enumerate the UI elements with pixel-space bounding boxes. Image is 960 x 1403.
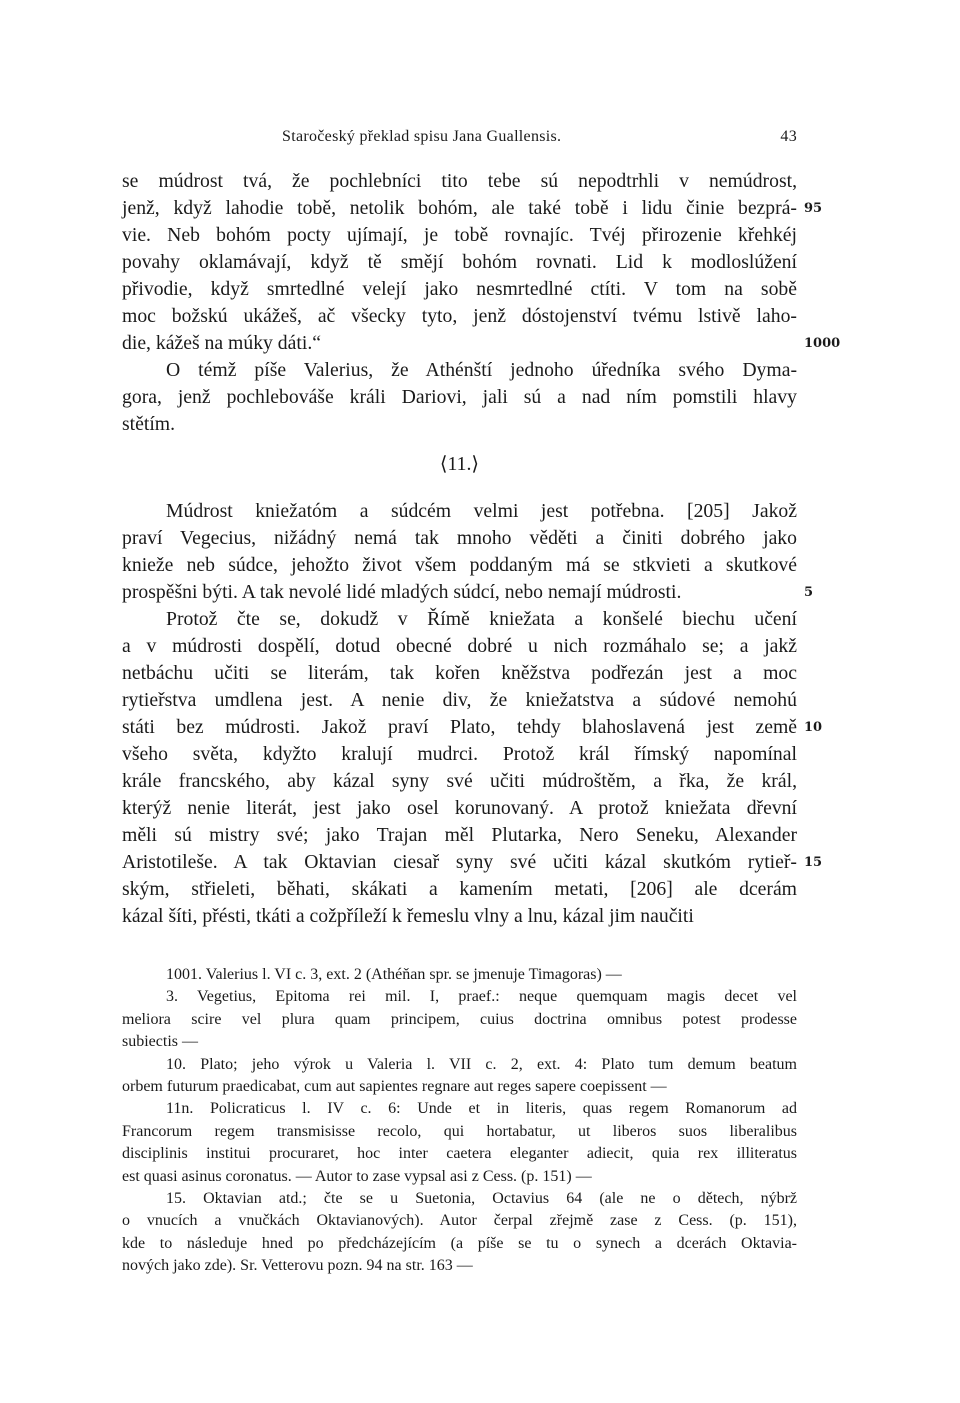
line-text: rytieřstva umdlena jest. A nenie div, že kniežatstva a súdové nemohú bbox=[122, 689, 797, 711]
text-line bbox=[122, 741, 797, 768]
text-line bbox=[122, 606, 797, 633]
section-heading: ⟨11.⟩ bbox=[439, 453, 480, 475]
line-text: všeho světa, kdyžto kralují mudrci. Protož král římský napomínal bbox=[122, 743, 797, 765]
line-text: O témž píše Valerius, že Athénští jednoho úředníka svého Dyma- bbox=[166, 359, 797, 381]
footnote-line bbox=[122, 1098, 797, 1120]
footnote-text: subiectis — bbox=[122, 1033, 198, 1051]
text-line bbox=[122, 411, 797, 438]
text-line bbox=[122, 276, 797, 303]
line-text: Protož čte se, dokudž v Římě kniežata a konšelé biechu učení bbox=[166, 608, 797, 630]
text-line bbox=[122, 714, 823, 741]
footnote-line bbox=[122, 1255, 797, 1277]
footnote-text: nových jako zde). Sr. Vetterovu pozn. 94 na str. 163 — bbox=[122, 1257, 473, 1275]
text-line bbox=[122, 768, 797, 795]
footnote-text: est quasi asinus coronatus. — Autor to zase vypsal asi z Cess. (p. 151) — bbox=[122, 1167, 592, 1185]
footnote-line bbox=[122, 986, 797, 1008]
line-text: státi bez múdrosti. Jakož praví Plato, tehdy blahoslavená jest země bbox=[122, 716, 797, 738]
footnote-text: 10. Plato; jeho výrok u Valeria l. VII c. 2, ext. 4: Plato tum demum beatum bbox=[166, 1055, 797, 1073]
line-text: moc božskú ukážeš, ač všecky tyto, jenž dóstojenství tvému lstivě laho- bbox=[122, 305, 797, 327]
footnote-line bbox=[122, 1188, 797, 1210]
line-text: krále francského, aby kázal syny své učiti múdroštěm, a řka, že král, bbox=[122, 770, 797, 792]
paragraph bbox=[122, 357, 797, 438]
line-text: netbáchu učiti se literám, tak kořen kněžstva podřezán jest a moc bbox=[122, 662, 797, 684]
line-number: 5 bbox=[804, 585, 814, 600]
text-line bbox=[122, 660, 797, 687]
line-text: gora, jenž pochlebováše králi Dariovi, jali sú a nad ním pomstili hlavy bbox=[122, 386, 797, 408]
text-line bbox=[122, 552, 797, 579]
line-text: stětím. bbox=[122, 413, 176, 435]
text-line bbox=[122, 384, 797, 411]
line-text: se múdrost tvá, že pochlebníci tito tebe sú nepodtrhli v nemúdrost, bbox=[122, 170, 797, 192]
footnote-text: 11n. Policraticus l. IV c. 6: Unde et in literis, quas regem Romanorum ad bbox=[166, 1100, 797, 1118]
footnote-line bbox=[122, 1166, 797, 1188]
footnote-line bbox=[122, 1233, 797, 1255]
footnote-line bbox=[122, 1210, 797, 1232]
text-line bbox=[122, 795, 797, 822]
line-text: přivodie, když smrtedlné velejí jako nesmrtedlné ctíti. V tom na sobě bbox=[122, 278, 797, 300]
line-text: povahy oklamávají, když tě smějí bohóm rovnati. Lid k modloslúžení bbox=[122, 251, 797, 273]
paragraph bbox=[122, 498, 814, 606]
line-text: die, kážeš na múky dáti.“ bbox=[122, 332, 321, 354]
text-line bbox=[122, 330, 841, 357]
footnote-text: kde to následuje hned po předcházejícím (a píše se tu o synech a dcerách Oktavia- bbox=[122, 1234, 797, 1252]
footnote-text: orbem futurum praedicabat, cum aut sapientes regnare aut reges sapere coepissent — bbox=[122, 1077, 667, 1095]
text-line bbox=[122, 525, 797, 552]
text-line bbox=[122, 633, 797, 660]
footnotes bbox=[122, 964, 797, 1277]
line-text: praví Vegecius, nižádný nemá tak mnoho věděti a činiti dobrého jako bbox=[122, 527, 797, 549]
text-line bbox=[122, 357, 797, 384]
running-title: Staročeský překlad spisu Jana Guallensis. bbox=[282, 128, 562, 145]
footnote-line bbox=[122, 964, 797, 986]
paragraph bbox=[122, 606, 823, 930]
line-text: vie. Neb bohóm pocty ujímají, je tobě rovnajíc. Tvéj přirozenie křehkéj bbox=[122, 224, 797, 246]
footnote-line bbox=[122, 1009, 797, 1031]
text-line bbox=[122, 195, 823, 222]
line-text: prospěšni býti. A tak nevolé lidé mladých súdcí, nebo nemají múdrosti. bbox=[122, 581, 682, 603]
text-line bbox=[122, 303, 797, 330]
line-number: 1000 bbox=[804, 336, 841, 351]
text-line bbox=[122, 876, 797, 903]
text-line bbox=[122, 249, 797, 276]
footnote-line bbox=[122, 1143, 797, 1165]
line-text: Múdrost kniežatóm a súdcém velmi jest potřebna. [205] Jakož bbox=[166, 500, 797, 522]
footnote-text: 3. Vegetius, Epitoma rei mil. I, praef.: neque quemquam magis decet vel bbox=[166, 988, 797, 1006]
footnote-line bbox=[122, 1031, 797, 1053]
text-line bbox=[122, 498, 797, 525]
line-text: Aristotileše. A tak Oktavian ciesař syny své učiti kázal skutkóm rytieř- bbox=[122, 851, 797, 873]
page-number: 43 bbox=[780, 128, 797, 145]
text-line bbox=[122, 222, 797, 249]
line-text: kázal šíti, přésti, tkáti a cožpříleží k řemeslu vlny a lnu, kázal jim naučiti bbox=[122, 905, 694, 927]
line-number: 10 bbox=[804, 720, 823, 735]
text-line bbox=[122, 687, 797, 714]
main-text bbox=[122, 168, 841, 930]
footnote-text: 1001. Valerius l. VI c. 3, ext. 2 (Athéňan spr. se jmenuje Timagoras) — bbox=[166, 966, 622, 983]
running-header bbox=[122, 128, 797, 152]
line-text: ským, střieleti, běhati, skákati a kamením metati, [206] ale dcerám bbox=[122, 878, 797, 900]
section-heading-block bbox=[122, 438, 797, 498]
line-text: kterýž nenie literát, jest jako osel korunovaný. A protož kniežata dřevní bbox=[122, 797, 797, 819]
text-line bbox=[122, 903, 797, 930]
line-text: měli sú mistry své; jako Trajan měl Plutarka, Nero Seneku, Alexander bbox=[122, 824, 797, 846]
footnote-line bbox=[122, 1054, 797, 1076]
text-line bbox=[122, 579, 814, 606]
line-text: a v múdrosti dospělí, dotud obecné dobré u nich rozmáhalo se; a jakž bbox=[122, 635, 797, 657]
text-line bbox=[122, 168, 797, 195]
paragraph bbox=[122, 168, 841, 357]
text-line bbox=[122, 849, 823, 876]
footnote-text: 15. Oktavian atd.; čte se u Suetonia, Octavius 64 (ale ne o dětech, nýbrž bbox=[166, 1189, 797, 1207]
footnote-text: Francorum regem transmisisse recolo, qui hortabatur, ut liberos suos liberalibus bbox=[122, 1122, 797, 1140]
line-number: 15 bbox=[804, 855, 823, 870]
footnote-line bbox=[122, 1076, 797, 1098]
footnote-text: o vnucích a vnučkách Oktavianových). Autor čerpal zřejmě zase z Cess. (p. 151), bbox=[122, 1212, 797, 1230]
line-text: jenž, když lahodie tobě, netolik bohóm, ale také tobě i lidu činie bezprá- bbox=[122, 197, 797, 219]
text-line bbox=[122, 822, 797, 849]
footnote-text: meliora scire vel plura quam principem, cuius doctrina omnibus potest prodesse bbox=[122, 1010, 797, 1028]
footnote-text: disciplinis institui procuraret, hoc inter caetera eleganter adiecit, quia rex illiteratus bbox=[122, 1145, 797, 1163]
footnote-line bbox=[122, 1121, 797, 1143]
line-text: knieže neb súdce, jehožto život všem poddaným má se stkvieti a skutkové bbox=[122, 554, 797, 576]
line-number: 95 bbox=[804, 201, 823, 216]
